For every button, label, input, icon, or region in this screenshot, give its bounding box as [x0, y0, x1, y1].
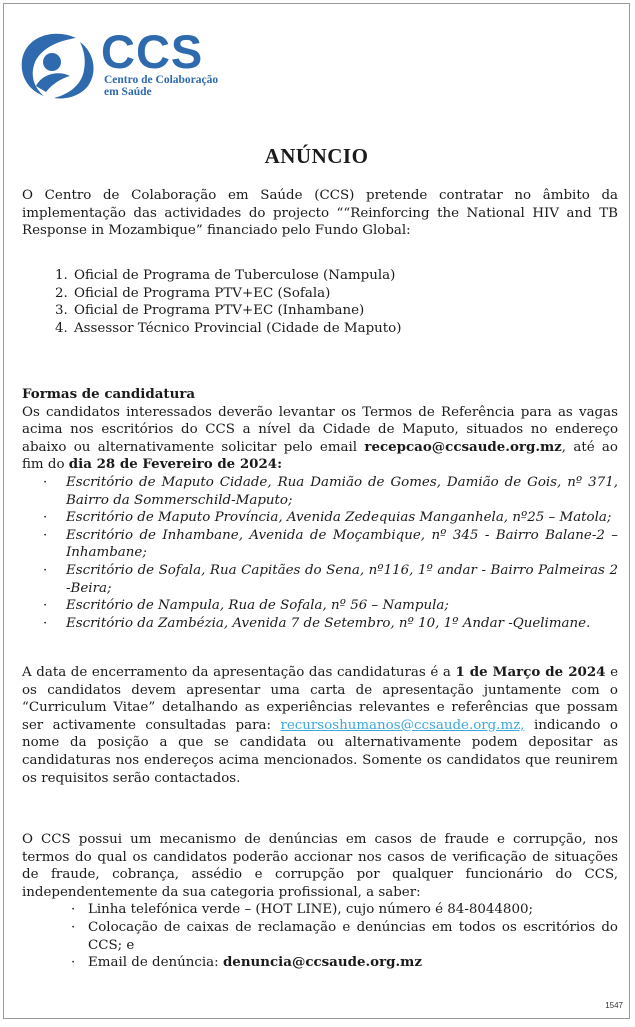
office-item — [22, 615, 618, 633]
report-email: denuncia@ccsaude.org.mz — [222, 954, 422, 971]
fraud-section — [22, 831, 618, 972]
logo-acronym: CCS — [101, 25, 204, 78]
application-deadline: dia 28 de Fevereiro de 2024: — [68, 456, 283, 473]
closing-text-2: e os candidatos devem apresentar uma carta de apresentação juntamente com o “Curriculum Vitae” detalhando as experiências relevantes e referências que possam ser activamente consultadas para: — [22, 665, 618, 733]
bullet-icon: · — [43, 474, 48, 490]
office-item — [22, 562, 618, 597]
ad-code: 1547 — [605, 1001, 623, 1010]
position-item: 3. Oficial de Programa PTV+EC (Inhambane) — [72, 302, 401, 320]
channel-item — [22, 919, 618, 954]
offices-list — [22, 474, 618, 632]
reception-email: recepcao@ccsaude.org.mz — [364, 438, 562, 455]
application-paragraph — [22, 404, 618, 474]
office-item — [22, 509, 618, 527]
application-text-1: Os candidatos interessados deverão levantar os Termos de Referência para as vagas acima nos escritórios do CCS a nível da Cidade de Maputo, situados no endereço abaixo ou alternativamente solicitar pelo email — [22, 404, 618, 455]
application-section — [22, 386, 618, 632]
reporting-channels-list — [22, 901, 618, 971]
office-item — [22, 474, 618, 509]
bullet-icon: · — [43, 510, 48, 526]
office-item — [22, 597, 618, 615]
ccs-logo-icon — [18, 28, 102, 100]
closing-paragraph — [22, 664, 618, 787]
channel-item — [22, 901, 618, 919]
office-item — [22, 527, 618, 562]
logo-subtitle-line-2: em Saúde — [104, 86, 152, 98]
office-address: Escritório de Inhambane, Avenida de Moçambique, nº 345 - Bairro Balane-2 – Inhambane; — [66, 527, 618, 561]
logo-subtitle — [104, 74, 218, 98]
intro-paragraph: O Centro de Colaboração em Saúde (CCS) pretende contratar no âmbito da implementação das actividades do projecto ““Reinforcing the National HIV and TB Response in Mozambique” financiado pelo Fundo Global: — [22, 188, 618, 239]
hr-email-link[interactable]: recursoshumanos@ccsaude.org.mz, — [280, 717, 525, 733]
ccs-logo — [18, 25, 238, 108]
application-heading: Formas de candidatura — [22, 386, 196, 402]
position-item: 4. Assessor Técnico Provincial (Cidade de Maputo) — [72, 320, 401, 338]
bullet-icon: · — [71, 919, 76, 935]
logo-subtitle-line-1: Centro de Colaboração — [104, 74, 219, 86]
office-address: Escritório de Maputo Cidade, Rua Damião de Gomes, Damião de Gois, nº 371, Bairro da Sommerschild-Maputo; — [66, 474, 618, 508]
office-address: Escritório de Nampula, Rua de Sofala, nº 56 – Nampula; — [66, 598, 449, 614]
bullet-icon: · — [71, 955, 76, 971]
office-address: Escritório de Sofala, Rua Capitães do Sena, nº116, 1º andar - Bairro Palmeiras 2 -Beira; — [66, 562, 618, 596]
office-address: Escritório da Zambézia, Avenida 7 de Setembro, nº 10, 1º Andar -Quelimane. — [66, 615, 591, 631]
report-email-label: Email de denúncia: — [88, 955, 223, 971]
closing-text-1: A data de encerramento da apresentação das candidaturas é a — [22, 665, 456, 680]
closing-text-3: indicando o nome da posição a que se candidata ou alternativamente podem depositar as candidaturas nos endereços acima mencionados. Somente os candidatos que reunirem os requisitos serão contactados. — [22, 717, 618, 786]
bullet-icon: · — [43, 598, 48, 614]
channel-item — [22, 954, 618, 972]
fraud-paragraph: O CCS possui um mecanismo de denúncias em casos de fraude e corrupção, nos termos do qual os candidatos poderão accionar nos casos de verificação de situações de fraude, cobrança, assédio e corrupção por qualquer funcionário do CCS, independentemente da sua categoria profissional, a saber: — [22, 832, 618, 900]
bullet-icon: · — [43, 527, 48, 543]
announcement-page — [3, 3, 630, 1019]
bullet-icon: · — [43, 615, 48, 631]
application-text-2: , até ao fim do — [22, 439, 618, 473]
bullet-icon: · — [71, 902, 76, 918]
closing-date: 1 de Março de 2024 — [455, 664, 606, 680]
positions-list — [50, 267, 401, 337]
bullet-icon: · — [43, 562, 48, 578]
complaint-boxes-text: Colocação de caixas de reclamação e denúncias em todos os escritórios do CCS; e — [88, 919, 618, 953]
hotline-text: Linha telefónica verde – (HOT LINE), cujo número é 84-8044800; — [88, 902, 533, 918]
page-title: ANÚNCIO — [264, 144, 369, 168]
position-item: 2. Oficial de Programa PTV+EC (Sofala) — [72, 285, 401, 303]
office-address: Escritório de Maputo Província, Avenida Zedequias Manganhela, nº25 – Matola; — [66, 510, 612, 526]
position-item: 1. Oficial de Programa de Tuberculose (Nampula) — [72, 267, 401, 285]
